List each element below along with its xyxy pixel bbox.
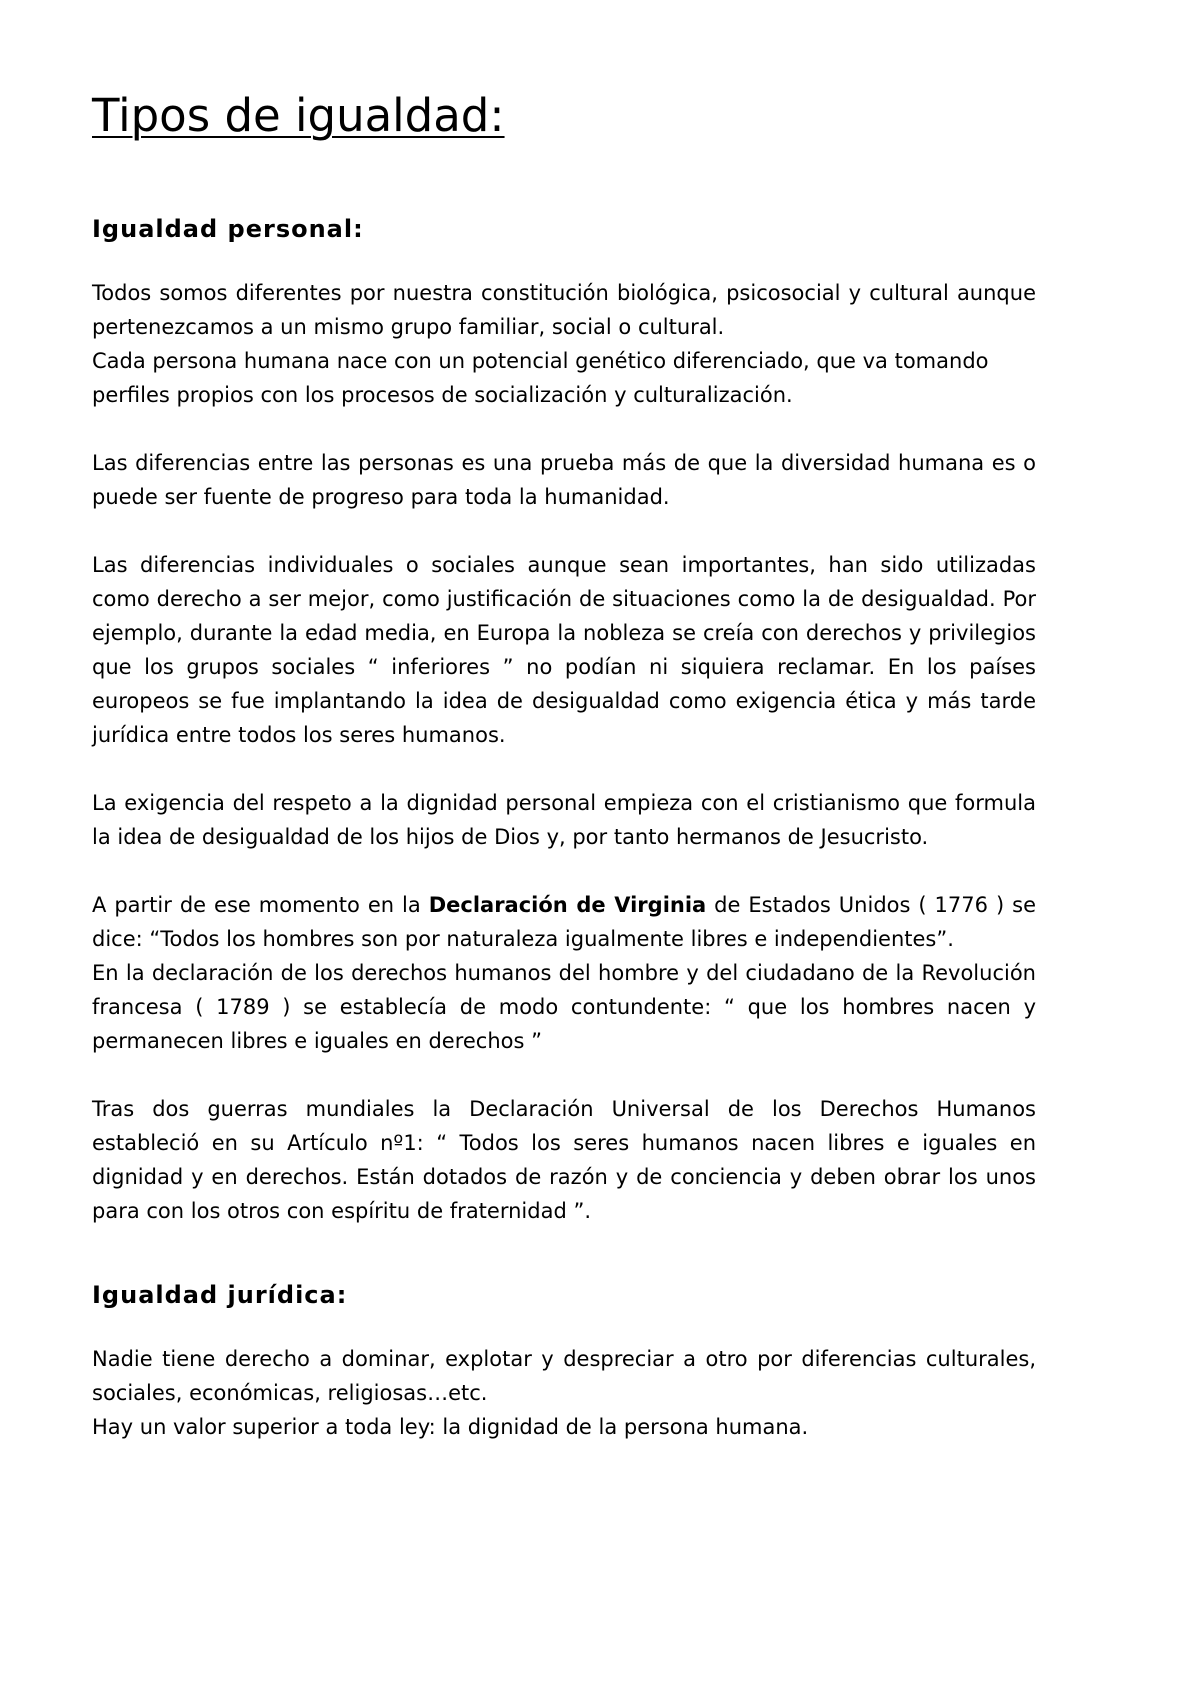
section-body-igualdad-personal <box>92 276 1036 1228</box>
document-title: Tipos de igualdad: <box>92 89 505 142</box>
section-body-igualdad-juridica <box>92 1342 1036 1444</box>
section-heading-igualdad-personal: Igualdad personal: <box>92 215 364 243</box>
paragraph: Las diferencias entre las personas es una prueba más de que la diversidad humana es o puede ser fuente de progreso para toda la humanidad. <box>92 451 1036 509</box>
paragraph-virginia <box>92 888 1036 956</box>
paragraph: En la declaración de los derechos humanos del hombre y del ciudadano de la Revolución francesa ( 1789 ) se establecía de modo contundente: “ que los hombres nacen y permanecen libres e iguales en derechos ” <box>92 961 1036 1053</box>
paragraph: Nadie tiene derecho a dominar, explotar y despreciar a otro por diferencias culturales, sociales, económicas, religiosas…etc. <box>92 1347 1036 1405</box>
paragraph: Todos somos diferentes por nuestra constitución biológica, psicosocial y cultural aunque pertenezcamos a un mismo grupo familiar, social o cultural. <box>92 281 1036 339</box>
text-span: de Estados Unidos ( 1776 ) se dice: “Todos los hombres son por naturaleza igualmente libres e independientes”. <box>92 893 1036 951</box>
paragraph: La exigencia del respeto a la dignidad personal empieza con el cristianismo que formula la idea de desigualdad de los hijos de Dios y, por tanto hermanos de Jesucristo. <box>92 791 1036 849</box>
paragraph: Cada persona humana nace con un potencial genético diferenciado, que va tomando perfiles propios con los procesos de socialización y culturalización. <box>92 349 989 407</box>
paragraph: Hay un valor superior a toda ley: la dignidad de la persona humana. <box>92 1415 809 1439</box>
section-heading-igualdad-juridica: Igualdad jurídica: <box>92 1281 348 1309</box>
paragraph: Tras dos guerras mundiales la Declaración Universal de los Derechos Humanos estableció en su Artículo nº1: “ Todos los seres humanos nacen libres e iguales en dignidad y en derechos. Están dotados de razón y de conciencia y deben obrar los unos para con los otros con espíritu de fraternidad ”. <box>92 1097 1036 1223</box>
paragraph: Las diferencias individuales o sociales aunque sean importantes, han sido utilizadas como derecho a ser mejor, como justificación de situaciones como la de desigualdad. Por ejemplo, durante la edad media, en Europa la nobleza se creía con derechos y privilegios que los grupos sociales “ inferiores ” no podían ni siquiera reclamar. En los países europeos se fue implantando la idea de desigualdad como exigencia ética y más tarde jurídica entre todos los seres humanos. <box>92 553 1036 747</box>
declaracion-virginia-bold: Declaración de Virginia <box>428 893 707 917</box>
text-span: A partir de ese momento en la <box>92 893 429 917</box>
